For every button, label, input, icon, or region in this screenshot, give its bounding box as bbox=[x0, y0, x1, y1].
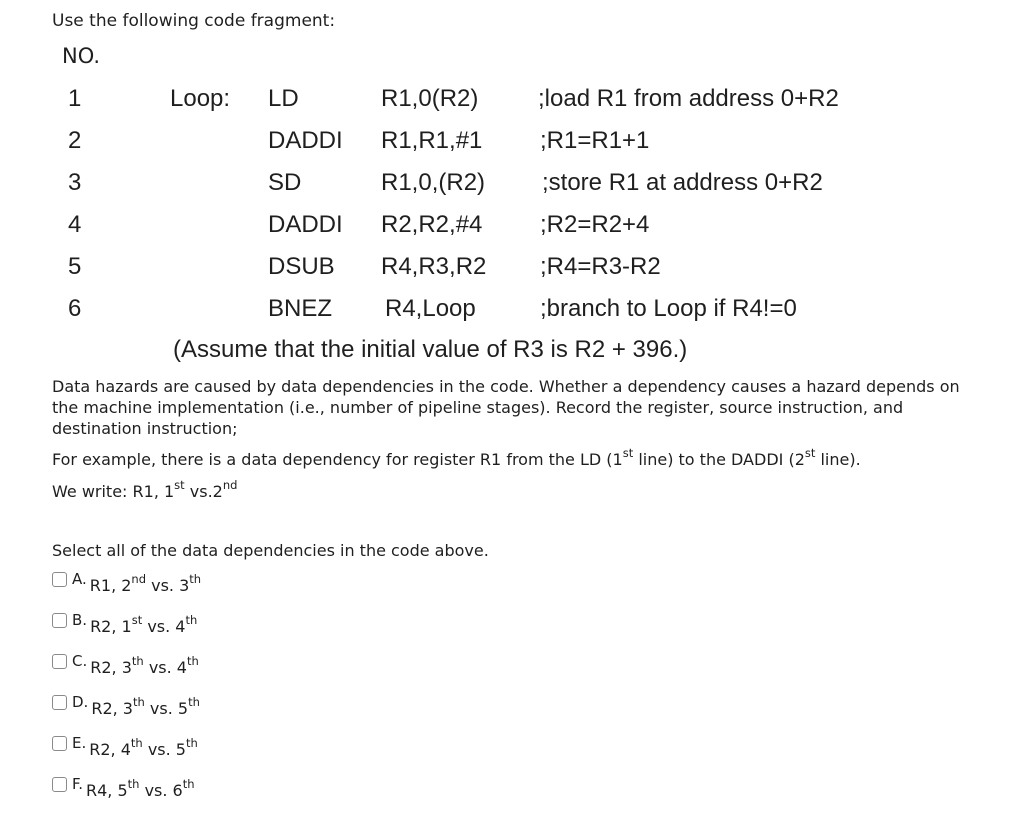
line-number: 4 bbox=[68, 211, 82, 238]
option-a[interactable] bbox=[52, 571, 201, 597]
example-sentence: For example, there is a data dependency for register R1 from the LD (1st line) to the DADDI (2st line). bbox=[52, 445, 861, 469]
checkbox[interactable] bbox=[52, 695, 67, 710]
opcode: LD bbox=[268, 85, 299, 112]
option-e[interactable] bbox=[52, 735, 198, 761]
option-label: R2, 3th vs. 4th bbox=[90, 653, 199, 677]
line-number: 2 bbox=[68, 127, 82, 154]
option-b[interactable] bbox=[52, 612, 197, 638]
operands: R1,0(R2) bbox=[381, 85, 479, 112]
option-label: R2, 4th vs. 5th bbox=[89, 735, 198, 759]
line-number: 3 bbox=[68, 169, 82, 196]
code-comment: ;R1=R1+1 bbox=[540, 127, 650, 154]
option-d[interactable] bbox=[52, 694, 200, 720]
option-letter: F. bbox=[72, 775, 83, 793]
opcode: DSUB bbox=[268, 253, 335, 280]
line-number: 1 bbox=[68, 85, 82, 112]
checkbox[interactable] bbox=[52, 613, 67, 628]
intro-text: Use the following code fragment: bbox=[52, 11, 336, 31]
opcode: DADDI bbox=[268, 127, 343, 154]
assumption-note: (Assume that the initial value of R3 is R2 + 396.) bbox=[173, 336, 688, 363]
code-comment: ;store R1 at address 0+R2 bbox=[542, 169, 823, 196]
option-label: R2, 1st vs. 4th bbox=[90, 612, 198, 636]
option-letter: A. bbox=[72, 570, 87, 588]
option-label: R2, 3th vs. 5th bbox=[91, 694, 200, 718]
code-comment: ;R2=R2+4 bbox=[540, 211, 650, 238]
opcode: DADDI bbox=[268, 211, 343, 238]
we-write-sentence: We write: R1, 1st vs.2nd bbox=[52, 477, 238, 501]
instructions-paragraph: Data hazards are caused by data dependencies in the code. Whether a dependency causes a hazard depends on the machine implementation (i.e., number of pipeline stages). Record the register, source instruction, and destination instruction; bbox=[52, 377, 960, 438]
option-c[interactable] bbox=[52, 653, 199, 679]
code-comment: ;branch to Loop if R4!=0 bbox=[540, 295, 797, 322]
operands: R1,R1,#1 bbox=[381, 127, 483, 154]
operands: R2,R2,#4 bbox=[381, 211, 483, 238]
code-comment: ;load R1 from address 0+R2 bbox=[538, 85, 839, 112]
checkbox[interactable] bbox=[52, 736, 67, 751]
operands: R4,Loop bbox=[385, 295, 476, 322]
line-number: 5 bbox=[68, 253, 82, 280]
checkbox[interactable] bbox=[52, 654, 67, 669]
line-number: 6 bbox=[68, 295, 82, 322]
checkbox[interactable] bbox=[52, 572, 67, 587]
question-prompt: Select all of the data dependencies in the code above. bbox=[52, 541, 489, 560]
checkbox[interactable] bbox=[52, 777, 67, 792]
option-f[interactable] bbox=[52, 776, 195, 802]
option-letter: E. bbox=[72, 734, 87, 752]
opcode: BNEZ bbox=[268, 295, 333, 322]
loop-label: Loop: bbox=[170, 85, 231, 112]
operands: R1,0,(R2) bbox=[381, 169, 486, 196]
option-letter: C. bbox=[72, 652, 88, 670]
code-comment: ;R4=R3-R2 bbox=[540, 253, 661, 280]
operands: R4,R3,R2 bbox=[381, 253, 487, 280]
option-letter: D. bbox=[72, 693, 89, 711]
option-label: R1, 2nd vs. 3th bbox=[89, 571, 202, 595]
opcode: SD bbox=[268, 169, 302, 196]
number-header: NO. bbox=[62, 44, 101, 68]
option-letter: B. bbox=[72, 611, 88, 629]
option-label: R4, 5th vs. 6th bbox=[86, 776, 195, 800]
